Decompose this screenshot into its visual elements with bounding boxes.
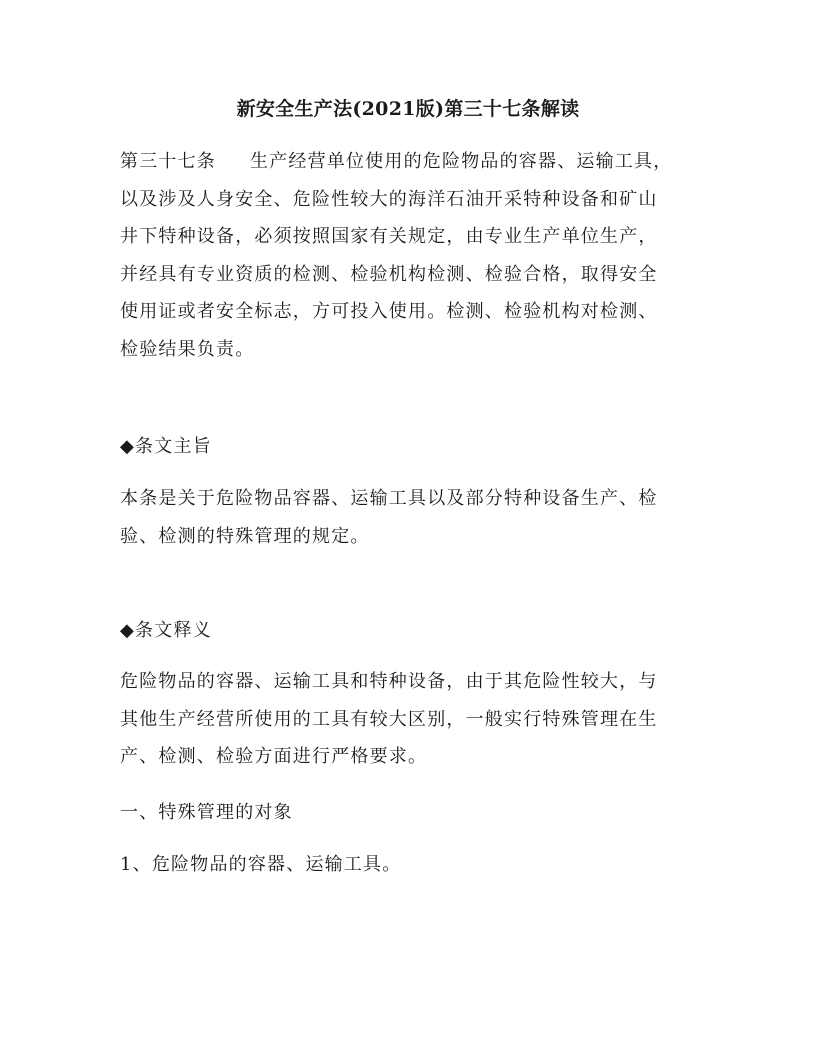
interpretation-line: 危险物品的容器、运输工具和特种设备，由于其危险性较大，与	[120, 671, 658, 692]
article-line	[120, 143, 696, 181]
purpose-line: 本条是关于危险物品容器、运输工具以及部分特种设备生产、检	[120, 488, 658, 509]
section-interpretation-body	[120, 663, 696, 776]
section-purpose-body	[120, 480, 696, 555]
interpretation-line: 其他生产经营所使用的工具有较大区别，一般实行特殊管理在生	[120, 708, 658, 730]
section-purpose-heading: ◆条文主旨	[120, 436, 212, 457]
article-line: 检验结果负责。	[120, 338, 255, 360]
document-title: 新安全生产法(2021版)第三十七条解读	[236, 98, 580, 120]
article-line-text: 生产经营单位使用的危险物品的容器、运输工具，	[250, 151, 673, 172]
interpretation-line: 产、检测、检验方面进行严格要求。	[120, 746, 428, 768]
subheading-1: 一、特殊管理的对象	[120, 802, 293, 823]
article-line: 以及涉及人身安全、危险性较大的海洋石油开采特种设备和矿山	[120, 188, 658, 210]
article-number: 第三十七条	[120, 151, 216, 172]
article-line: 使用证或者安全标志，方可投入使用。检测、检验机构对检测、	[120, 301, 658, 323]
purpose-line: 验、检测的特殊管理的规定。	[120, 525, 370, 547]
section-interpretation-heading: ◆条文释义	[120, 620, 212, 641]
article-line: 并经具有专业资质的检测、检验机构检测、检验合格，取得安全	[120, 263, 658, 285]
article-line: 井下特种设备，必须按照国家有关规定，由专业生产单位生产，	[120, 226, 658, 248]
list-item-1: 1、危险物品的容器、运输工具。	[120, 854, 402, 875]
article-text	[120, 143, 696, 369]
